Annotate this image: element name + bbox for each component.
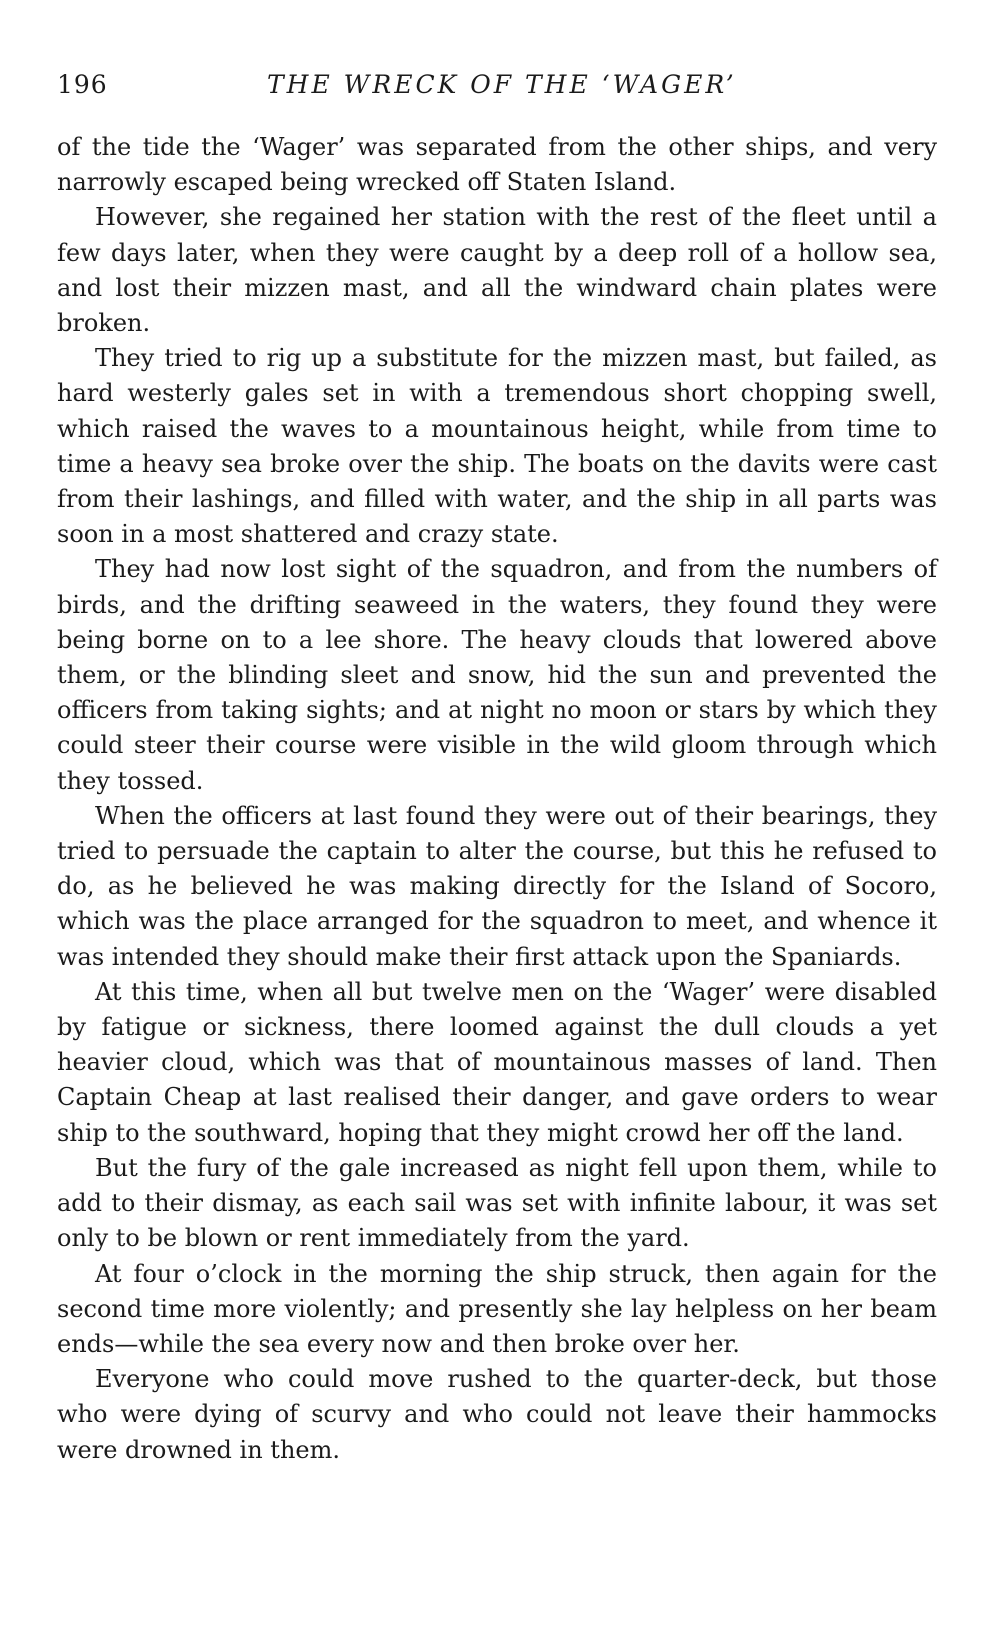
paragraph: However, she regained her station with the rest of the fleet until a few days later, when they were caught by a deep roll of a hollow sea, and lost their mizzen mast, and all the windward chain plates were broken. (57, 203, 937, 338)
page-number: 196 (57, 70, 108, 99)
running-title: THE WRECK OF THE ‘WAGER’ (267, 70, 737, 99)
paragraph: At four o’clock in the morning the ship struck, then again for the second time more violently; and presently she lay helpless on her beam ends—while the sea every now and then broke over her. (57, 1259, 937, 1358)
paragraph: They tried to rig up a substitute for the mizzen mast, but failed, as hard westerly gales set in with a tremendous short chopping swell, which raised the waves to a mountainous height, while from time to time a heavy sea broke over the ship. The boats on the davits were cast from their lashings, and filled with water, and the ship in all parts was soon in a most shattered and crazy state. (57, 344, 937, 549)
running-head (57, 70, 937, 122)
book-page (57, 70, 937, 1468)
paragraph-continuation: of the tide the ‘Wager’ was separated from the other ships, and very narrowly escaped being wrecked off Staten Island. (57, 133, 937, 197)
paragraph: But the fury of the gale increased as night fell upon them, while to add to their dismay, as each sail was set with infinite labour, it was set only to be blown or rent immediately from the yard. (57, 1153, 937, 1253)
paragraph: Everyone who could move rushed to the quarter-deck, but those who were dying of scurvy and who could not leave their hammocks were drowned in them. (57, 1365, 937, 1464)
paragraph: They had now lost sight of the squadron, and from the numbers of birds, and the drifting seaweed in the waters, they found they were being borne on to a lee shore. The heavy clouds that lowered above them, or the blinding sleet and snow, hid the sun and prevented the officers from taking sights; and at night no moon or stars by which they could steer their course were visible in the wild gloom through which they tossed. (57, 555, 937, 795)
paragraph: At this time, when all but twelve men on the ‘Wager’ were disabled by fatigue or sickness, there loomed against the dull clouds a yet heavier cloud, which was that of mountainous masses of land. Then Captain Cheap at last realised their danger, and gave orders to wear ship to the southward, hoping that they might crowd her off the land. (57, 977, 937, 1147)
paragraph: When the officers at last found they were out of their bearings, they tried to persuade the captain to alter the course, but this he refused to do, as he believed he was making directly for the Island of Socoro, which was the place arranged for the squadron to meet, and whence it was intended they should make their first attack upon the Spaniards. (57, 801, 937, 971)
body-text (57, 130, 937, 1468)
